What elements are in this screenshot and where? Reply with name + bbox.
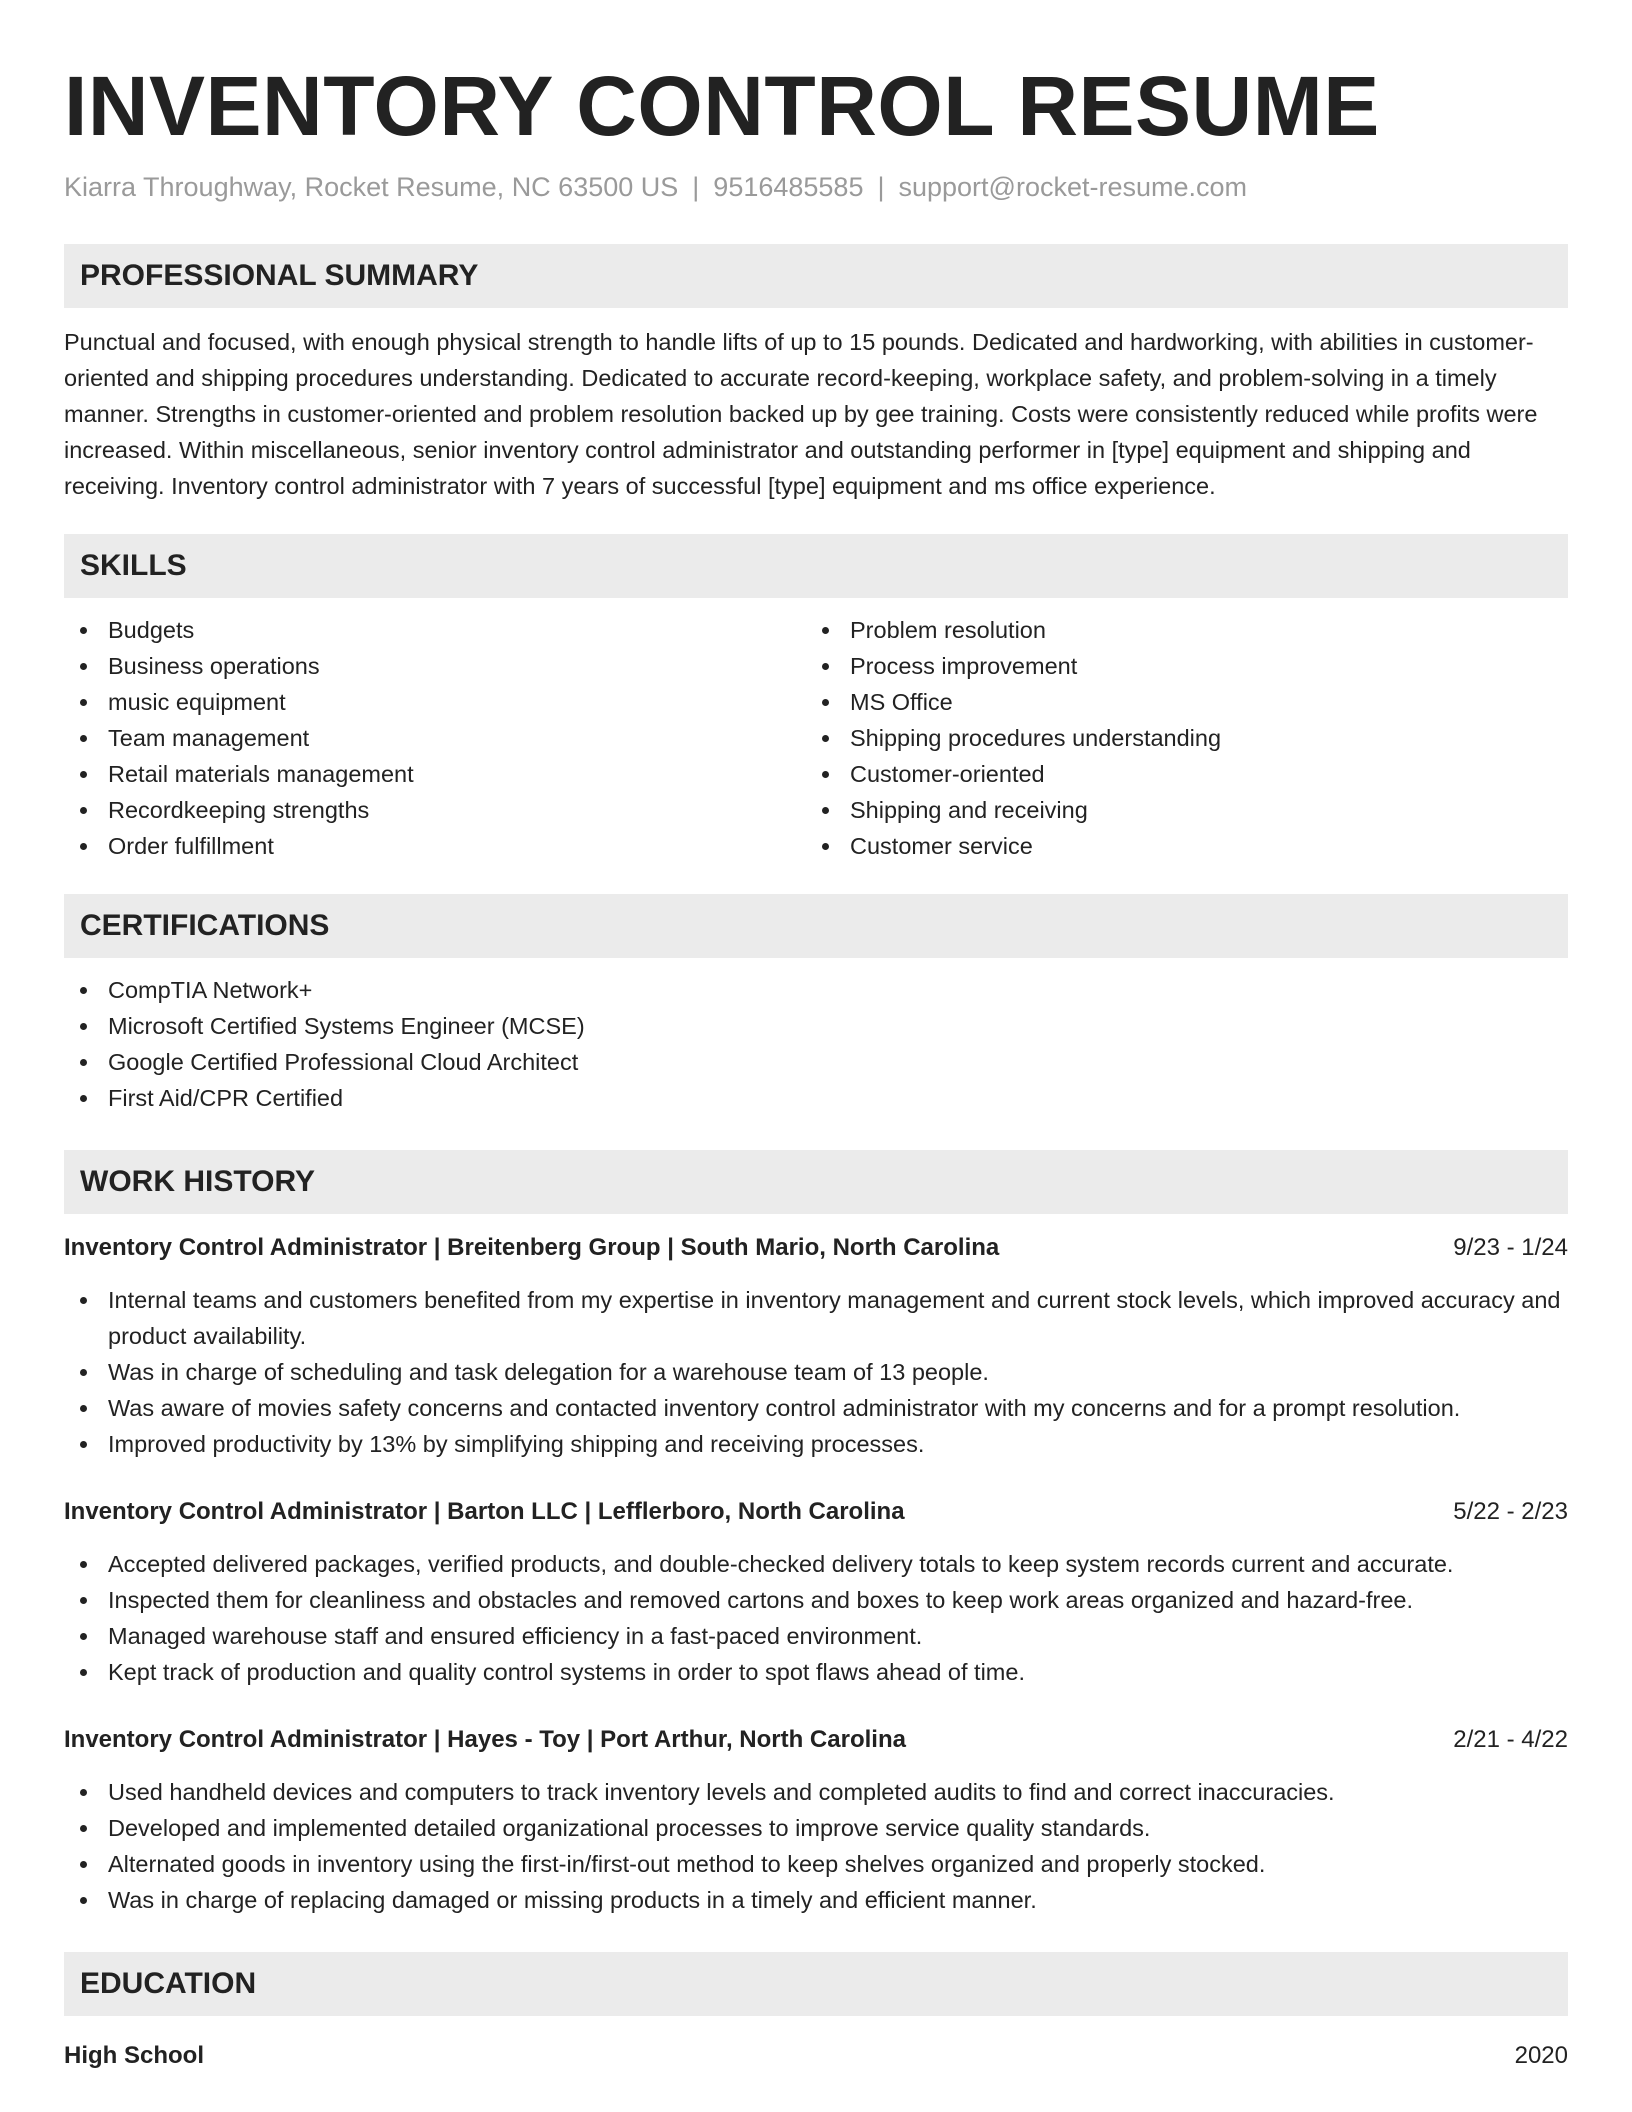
job-header: [64, 1494, 1568, 1530]
job-bullet: Improved productivity by 13% by simplifying shipping and receiving processes.: [64, 1426, 1568, 1462]
skill-item: Shipping and receiving: [806, 792, 1548, 828]
skill-item: Recordkeeping strengths: [64, 792, 806, 828]
job-bullets: [64, 1282, 1568, 1462]
job-bullet: Was in charge of scheduling and task delegation for a warehouse team of 13 people.: [64, 1354, 1568, 1390]
job-bullet: Was aware of movies safety concerns and contacted inventory control administrator with my concerns and for a prompt resolution.: [64, 1390, 1568, 1426]
job-bullet: Accepted delivered packages, verified products, and double-checked delivery totals to keep system records current and accurate.: [64, 1546, 1568, 1582]
summary-text: Punctual and focused, with enough physical strength to handle lifts of up to 15 pounds. Dedicated and hardworking, with abilities in customer-oriented and shipping procedures understanding. Dedicated to accurate record-keeping, workplace safety, and problem-solving in a timely manner. Strengths in customer-oriented and problem resolution backed up by gee training. Costs were consistently reduced while profits were increased. Within miscellaneous, senior inventory control administrator and outstanding performer in [type] equipment and shipping and receiving. Inventory control administrator with 7 years of successful [type] equipment and ms office experience.: [64, 329, 1538, 499]
job-bullet: Was in charge of replacing damaged or missing products in a timely and efficient manner.: [64, 1882, 1568, 1918]
skill-item: Process improvement: [806, 648, 1548, 684]
skill-item: music equipment: [64, 684, 806, 720]
resume-page: [64, 0, 1568, 2074]
job-entry: [64, 1494, 1568, 1690]
job-bullets: [64, 1774, 1568, 1918]
skills-column-left: [64, 612, 806, 864]
job-header: [64, 1722, 1568, 1758]
job-dates: 9/23 - 1/24: [1453, 1234, 1568, 1261]
job-title: Inventory Control Administrator | Hayes - Toy | Port Arthur, North Carolina: [64, 1726, 906, 1753]
skill-item: Budgets: [64, 612, 806, 648]
skill-item: Shipping procedures understanding: [806, 720, 1548, 756]
contact-line: [64, 170, 1568, 204]
education-school: High School: [64, 2042, 204, 2069]
job-bullet: Used handheld devices and computers to track inventory levels and completed audits to find and correct inaccuracies.: [64, 1774, 1568, 1810]
job-bullet: Inspected them for cleanliness and obstacles and removed cartons and boxes to keep work areas organized and hazard-free.: [64, 1582, 1568, 1618]
skill-item: Business operations: [64, 648, 806, 684]
job-entry: [64, 1722, 1568, 1918]
job-bullets: [64, 1546, 1568, 1690]
job-bullet: Managed warehouse staff and ensured efficiency in a fast-paced environment.: [64, 1618, 1568, 1654]
resume-title: INVENTORY CONTROL RESUME: [64, 59, 1380, 153]
skill-item: Customer service: [806, 828, 1548, 864]
job-header: [64, 1230, 1568, 1266]
certifications-list: [64, 972, 1568, 1116]
skills-heading: SKILLS: [64, 534, 1568, 598]
job-title: Inventory Control Administrator | Barton LLC | Lefflerboro, North Carolina: [64, 1498, 905, 1525]
skills-column-right: [806, 612, 1548, 864]
contact-email: support@rocket-resume.com: [898, 172, 1248, 202]
certification-item: Microsoft Certified Systems Engineer (MCSE): [64, 1008, 1568, 1044]
job-bullet: Developed and implemented detailed organizational processes to improve service quality standards.: [64, 1810, 1568, 1846]
certification-item: CompTIA Network+: [64, 972, 1568, 1008]
contact-phone: 9516485585: [713, 172, 864, 202]
education-heading: EDUCATION: [64, 1952, 1568, 2016]
summary-heading: PROFESSIONAL SUMMARY: [64, 244, 1568, 308]
job-bullet: Kept track of production and quality control systems in order to spot flaws ahead of time.: [64, 1654, 1568, 1690]
skills-list: [64, 612, 1568, 864]
skill-item: Problem resolution: [806, 612, 1548, 648]
job-entry: [64, 1230, 1568, 1462]
skill-item: MS Office: [806, 684, 1548, 720]
job-dates: 5/22 - 2/23: [1453, 1498, 1568, 1525]
certification-item: First Aid/CPR Certified: [64, 1080, 1568, 1116]
job-bullet: Internal teams and customers benefited from my expertise in inventory management and current stock levels, which improved accuracy and product availability.: [64, 1282, 1568, 1354]
job-dates: 2/21 - 4/22: [1453, 1726, 1568, 1753]
contact-address: Kiarra Throughway, Rocket Resume, NC 63500 US: [64, 172, 679, 202]
education-entry: [64, 2038, 1568, 2074]
certifications-heading: CERTIFICATIONS: [64, 894, 1568, 958]
job-bullet: Alternated goods in inventory using the first-in/first-out method to keep shelves organized and properly stocked.: [64, 1846, 1568, 1882]
certification-item: Google Certified Professional Cloud Architect: [64, 1044, 1568, 1080]
skill-item: Team management: [64, 720, 806, 756]
skill-item: Retail materials management: [64, 756, 806, 792]
contact-separator: |: [877, 172, 885, 202]
skill-item: Order fulfillment: [64, 828, 806, 864]
education-year: 2020: [1514, 2042, 1568, 2069]
work-history-heading: WORK HISTORY: [64, 1150, 1568, 1214]
skill-item: Customer-oriented: [806, 756, 1548, 792]
contact-separator: |: [692, 172, 700, 202]
job-title: Inventory Control Administrator | Breitenberg Group | South Mario, North Carolina: [64, 1234, 1000, 1261]
